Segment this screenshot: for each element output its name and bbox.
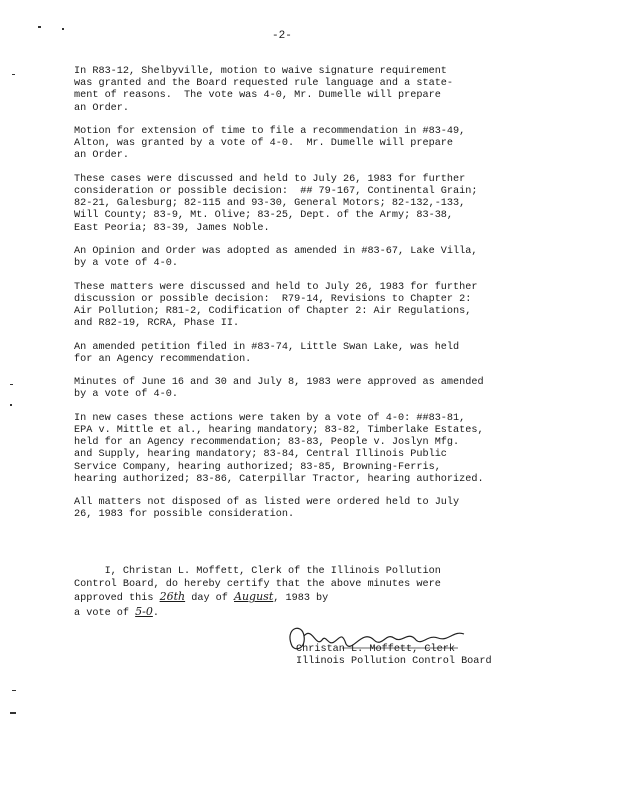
paragraph-r83-12: In R83-12, Shelbyville, motion to waive signature requirement was granted and the Board requested rule language and a state- ment of reasons. The vote was 4-0, Mr. Dumelle will prepare an Order. bbox=[74, 66, 454, 114]
paragraph-83-67: An Opinion and Order was adopted as amended in #83-67, Lake Villa, by a vote of 4-0. bbox=[74, 246, 478, 270]
signatory-name: Christan L. Moffett, Clerk bbox=[296, 644, 455, 655]
paragraph-83-74: An amended petition filed in #83-74, Little Swan Lake, was held for an Agency recommendation. bbox=[74, 341, 460, 365]
paragraph-83-49: Motion for extension of time to file a recommendation in #83-49, Alton, was granted by a vote of 4-0. Mr. Dumelle will prepare an Order. bbox=[74, 126, 466, 162]
scan-speck bbox=[62, 28, 64, 30]
minutes-body bbox=[74, 66, 554, 533]
page-number: -2- bbox=[272, 30, 292, 42]
scan-speck bbox=[10, 712, 16, 714]
scan-speck bbox=[10, 404, 12, 406]
cert-day-value: 26th bbox=[159, 590, 186, 604]
cert-line-4a: a vote of bbox=[74, 607, 136, 619]
signature-block bbox=[296, 644, 492, 668]
certification bbox=[74, 566, 554, 620]
cert-line-3c: , 1983 by bbox=[273, 593, 329, 605]
paragraph-held-matters: These matters were discussed and held to July 26, 1983 for further discussion or possible decision: R79-14, Revisions to Chapter 2: Air Pollution; R81-2, Codification of Chapter 2: Air Regulations, and R82-19, RCRA, Phase II. bbox=[74, 281, 478, 330]
paragraph-held-cases: These cases were discussed and held to July 26, 1983 for further consideration or possible decision: ## 79-167, Continental Grain; 82-21, Galesburg; 82-115 and 93-30, General Motors; 82-132,-133, Will County; 83-9, Mt. Olive; 83-25, Dept. of the Army; 83-38, East Peoria; 83-39, James Noble. bbox=[74, 173, 478, 234]
scan-speck bbox=[12, 74, 15, 75]
cert-line-3a: approved this bbox=[74, 593, 160, 605]
cert-line-4b: . bbox=[152, 607, 159, 619]
scan-speck bbox=[12, 690, 16, 691]
scan-speck bbox=[10, 384, 13, 385]
cert-month-value: August bbox=[234, 590, 274, 604]
cert-vote-value: 5-0 bbox=[135, 604, 153, 618]
scan-speck bbox=[38, 26, 41, 28]
cert-line-1: I, Christan L. Moffett, Clerk of the Illinois Pollution bbox=[74, 566, 441, 577]
cert-line-2: Control Board, do hereby certify that the above minutes were bbox=[74, 578, 441, 590]
cert-line-3b: day of bbox=[185, 593, 235, 605]
paragraph-held-matters-closing: All matters not disposed of as listed were ordered held to July 26, 1983 for possible consideration. bbox=[74, 497, 460, 521]
signatory-title: Illinois Pollution Control Board bbox=[296, 656, 492, 668]
paragraph-minutes-approved: Minutes of June 16 and 30 and July 8, 1983 were approved as amended by a vote of 4-0. bbox=[74, 377, 484, 401]
paragraph-new-cases: In new cases these actions were taken by a vote of 4-0: ##83-81, EPA v. Mittle et al., hearing mandatory; 83-82, Timberlake Estates, held for an Agency recommendation; 83-83, People v. Joslyn Mfg. and Supply, hearing mandatory; 83-84, Central Illinois Public Service Company, hearing authorized; 83-85, Browning-Ferris, hearing authorized; 83-86, Caterpillar Tractor, hearing authorized. bbox=[74, 412, 484, 485]
